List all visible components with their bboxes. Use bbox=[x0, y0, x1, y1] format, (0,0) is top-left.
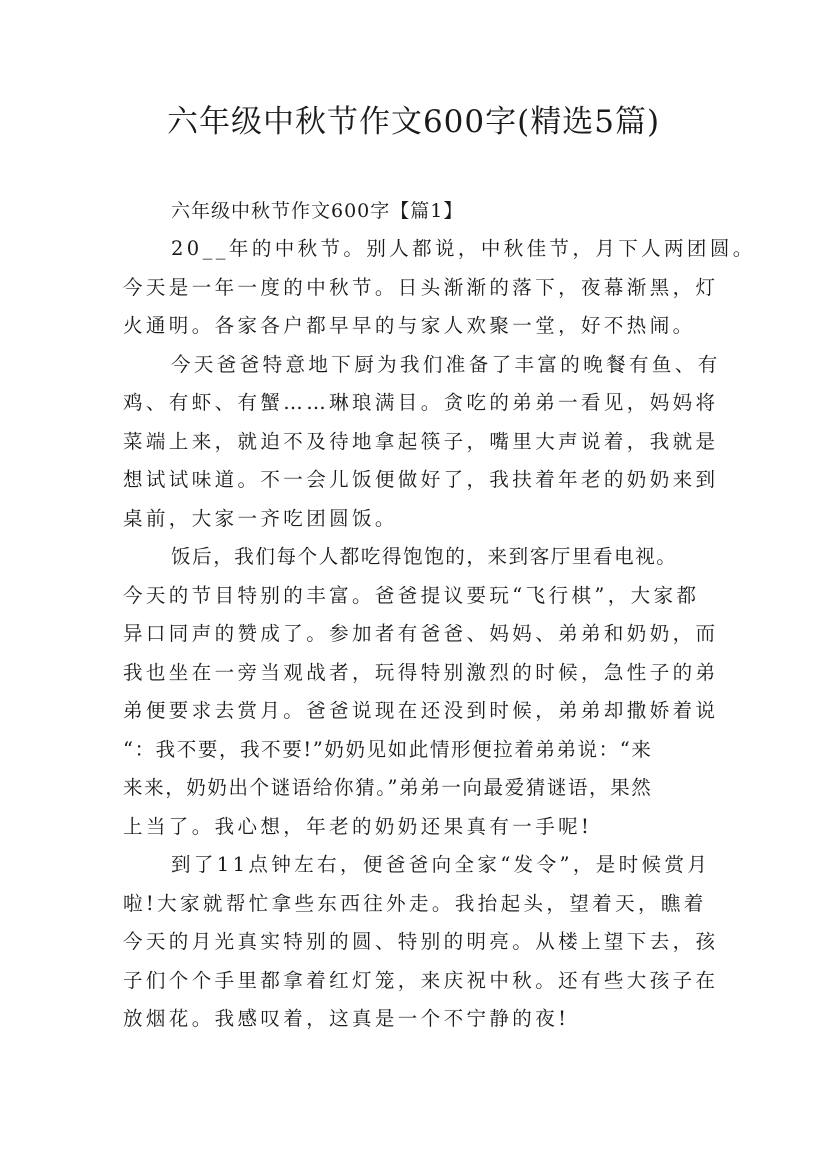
paragraph-1 bbox=[123, 230, 756, 346]
text-line: 子们个个手里都拿着红灯笼，来庆祝中秋。还有些大孩子在 bbox=[123, 968, 719, 992]
text-line: 来来，奶奶出个谜语给你猜。”弟弟一向最爱猜谜语，果然 bbox=[123, 776, 653, 799]
text-line: 上当了。我心想，年老的奶奶还果真有一手呢! bbox=[123, 814, 593, 838]
text-line: 今天的月光真实特别的圆、特别的明亮。从楼上望下去，孩 bbox=[123, 930, 719, 953]
text-line: 鸡、有虾、有蟹……琳琅满目。贪吃的弟弟一看见，妈妈将 bbox=[123, 391, 719, 414]
text-line: 到了11点钟左右，便爸爸向全家“发令”，是时候赏月 bbox=[171, 853, 711, 876]
text-line: 放烟花。我感叹着，这真是一个不宁静的夜! bbox=[123, 1007, 570, 1030]
text-line: 桌前，大家一齐吃团圆饭。 bbox=[123, 506, 398, 530]
paragraph-4 bbox=[123, 846, 719, 1039]
paragraph-3 bbox=[123, 538, 719, 846]
text-line: 异口同声的赞成了。参加者有爸爸、妈妈、弟弟和奶奶，而 bbox=[123, 622, 719, 645]
paragraph-2 bbox=[123, 346, 721, 539]
text-line: 20__年的中秋节。别人都说，中秋佳节，月下人两团圆。 bbox=[171, 237, 756, 260]
text-line: “：我不要，我不要!”奶奶见如此情形便拉着弟弟说：“来 bbox=[123, 737, 653, 761]
text-line: 今天爸爸特意地下厨为我们准备了丰富的晚餐有鱼、有 bbox=[171, 352, 721, 376]
section-heading: 六年级中秋节作文600字【篇1】 bbox=[171, 200, 464, 222]
document-title: 六年级中秋节作文600字(精选5篇) bbox=[166, 104, 661, 140]
article-body bbox=[123, 192, 756, 1039]
text-line: 我也坐在一旁当观战者，玩得特别激烈的时候，急性子的弟 bbox=[123, 660, 719, 684]
text-line: 想试试味道。不一会儿饭便做好了，我扶着年老的奶奶来到 bbox=[123, 468, 719, 491]
text-line: 今天的节目特别的丰富。爸爸提议要玩“飞行棋”，大家都 bbox=[123, 583, 700, 607]
text-line: 弟便要求去赏月。爸爸说现在还没到时候，弟弟却撒娇着说 bbox=[123, 699, 719, 722]
text-line: 菜端上来，就迫不及待地拿起筷子，嘴里大声说着，我就是 bbox=[123, 429, 719, 453]
text-line: 今天是一年一度的中秋节。日头渐渐的落下，夜幕渐黑，灯 bbox=[123, 275, 719, 299]
text-line: 饭后，我们每个人都吃得饱饱的，来到客厅里看电视。 bbox=[171, 545, 678, 568]
text-line: 火通明。各家各户都早早的与家人欢聚一堂，好不热闹。 bbox=[123, 314, 696, 337]
text-line: 啦!大家就帮忙拿些东西往外走。我抬起头，望着天，瞧着 bbox=[123, 891, 707, 915]
